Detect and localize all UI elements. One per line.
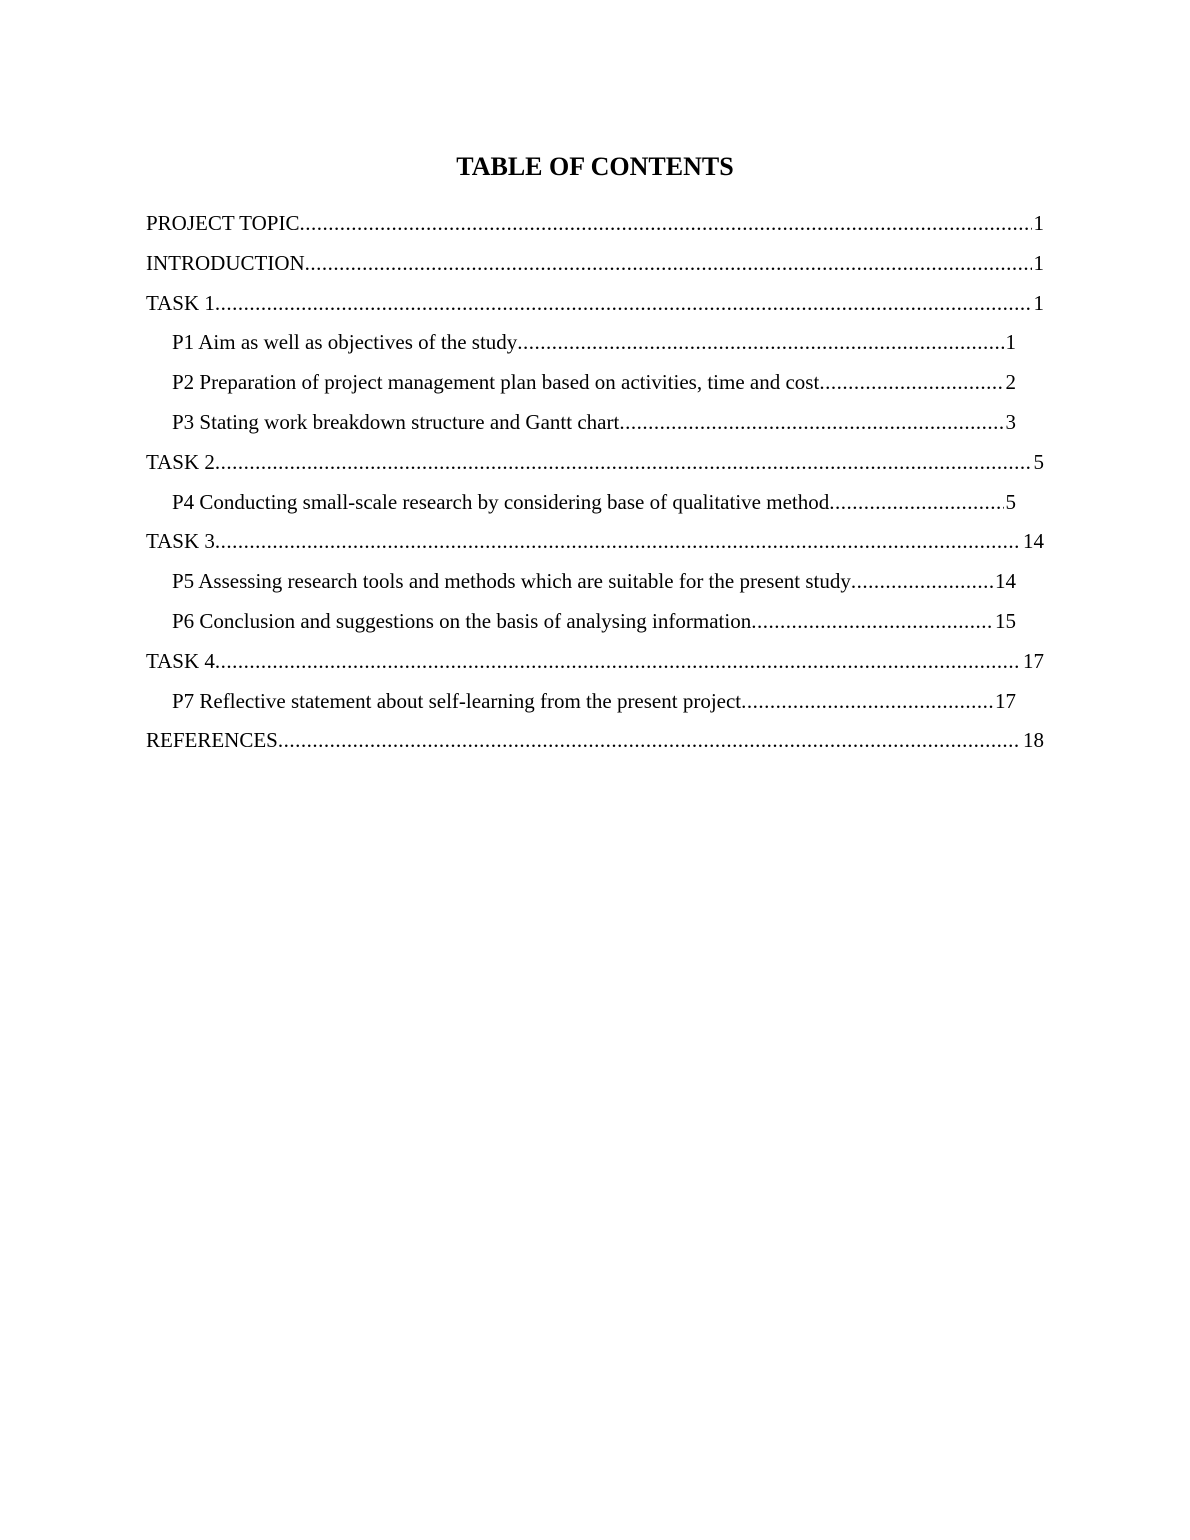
toc-entry-task-1[interactable] bbox=[146, 284, 1044, 324]
toc-page-number: 14 bbox=[995, 569, 1016, 594]
toc-dot-leader bbox=[619, 403, 1003, 443]
toc-dot-leader bbox=[215, 642, 1021, 682]
toc-entry-text: P3 Stating work breakdown structure and Gantt chart bbox=[172, 409, 620, 434]
toc-entry-text: INTRODUCTION bbox=[146, 250, 305, 275]
toc-entry-text: TASK 3 bbox=[146, 529, 215, 554]
toc-entry-text: PROJECT TOPIC bbox=[146, 211, 300, 235]
toc-dot-leader bbox=[215, 443, 1032, 483]
toc-entry-text: REFERENCES bbox=[146, 728, 278, 753]
toc-entry-text: P5 Assessing research tools and methods which are suitable for the present study bbox=[172, 569, 851, 594]
toc-entry-text: TASK 2 bbox=[146, 449, 215, 474]
toc-page-number: 1 bbox=[1033, 250, 1044, 275]
toc-page-number: 17 bbox=[995, 688, 1016, 713]
toc-page-number: 15 bbox=[995, 608, 1016, 633]
toc-dot-leader bbox=[741, 682, 993, 722]
toc-page-number: 1 bbox=[1033, 290, 1044, 315]
toc-page-number: 14 bbox=[1023, 529, 1044, 554]
toc-entry-text: P7 Reflective statement about self-learning from the present project bbox=[172, 688, 742, 713]
toc-dot-leader bbox=[215, 522, 1021, 562]
toc-entry-p3[interactable] bbox=[146, 403, 1044, 443]
toc-entry-text: P6 Conclusion and suggestions on the basis of analysing information bbox=[172, 608, 752, 633]
toc-page-number: 2 bbox=[1005, 370, 1016, 395]
toc-entry-references[interactable] bbox=[146, 721, 1044, 761]
toc-dot-leader bbox=[305, 244, 1032, 284]
toc-dot-leader bbox=[299, 204, 1031, 244]
toc-dot-leader bbox=[819, 363, 1003, 403]
toc-page-number: 3 bbox=[1005, 409, 1016, 434]
toc-entry-task-3[interactable] bbox=[146, 522, 1044, 562]
toc-entry-project-topic[interactable] bbox=[146, 204, 1044, 244]
toc-entry-text: TASK 4 bbox=[146, 648, 215, 673]
toc-page-number: 1 bbox=[1033, 211, 1044, 235]
toc-entry-p2[interactable] bbox=[146, 363, 1044, 403]
toc-title: TABLE OF CONTENTS bbox=[456, 152, 734, 181]
toc-list bbox=[146, 204, 1044, 761]
toc-page-number: 5 bbox=[1005, 489, 1016, 514]
toc-entry-p6[interactable] bbox=[146, 602, 1044, 642]
toc-dot-leader bbox=[278, 721, 1021, 761]
toc-page-number: 1 bbox=[1005, 330, 1016, 355]
toc-dot-leader bbox=[851, 562, 993, 602]
toc-entry-text: P1 Aim as well as objectives of the study bbox=[172, 330, 518, 355]
toc-entry-task-2[interactable] bbox=[146, 443, 1044, 483]
toc-entry-text: P2 Preparation of project management plan based on activities, time and cost bbox=[172, 370, 820, 395]
toc-page-number: 17 bbox=[1023, 648, 1044, 673]
toc-page-number: 5 bbox=[1033, 449, 1044, 474]
toc-entry-task-4[interactable] bbox=[146, 642, 1044, 682]
toc-entry-text: P4 Conducting small-scale research by considering base of qualitative method bbox=[172, 489, 830, 514]
toc-dot-leader bbox=[829, 483, 1003, 523]
toc-entry-p1[interactable] bbox=[146, 323, 1044, 363]
toc-entry-p5[interactable] bbox=[146, 562, 1044, 602]
toc-entry-p7[interactable] bbox=[146, 682, 1044, 722]
toc-entry-p4[interactable] bbox=[146, 483, 1044, 523]
toc-dot-leader bbox=[215, 284, 1032, 324]
toc-dot-leader bbox=[517, 323, 1003, 363]
toc-dot-leader bbox=[751, 602, 993, 642]
toc-page-number: 18 bbox=[1023, 728, 1044, 753]
toc-entry-text: TASK 1 bbox=[146, 290, 215, 315]
toc-entry-introduction[interactable] bbox=[146, 244, 1044, 284]
